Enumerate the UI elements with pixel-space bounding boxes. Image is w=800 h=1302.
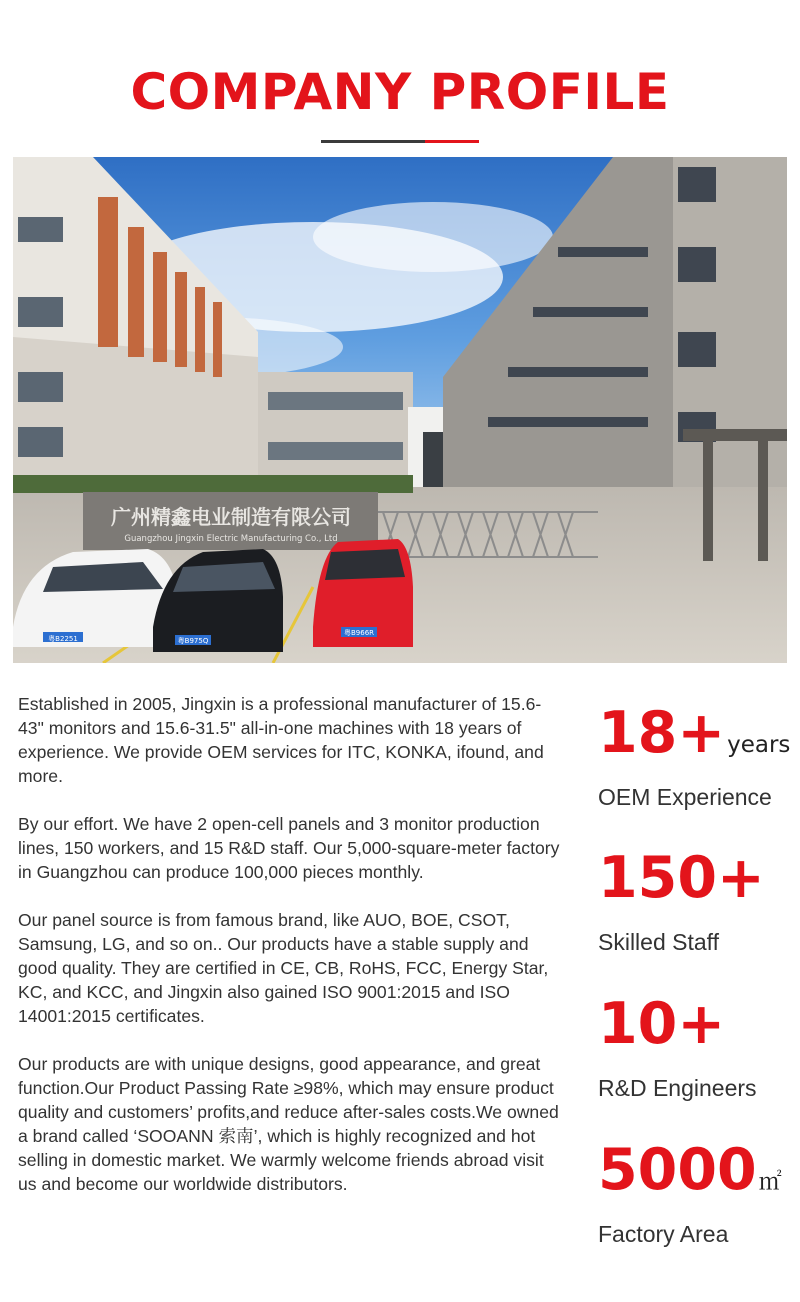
company-description: [18, 692, 563, 1220]
stat-unit: years: [727, 732, 791, 758]
factory-photo: [13, 157, 787, 663]
svg-text:粤B2251: 粤B2251: [48, 635, 78, 643]
stat-label: OEM Experience: [598, 784, 772, 810]
stat-years: [598, 700, 798, 812]
divider-dark-segment: [321, 140, 425, 143]
stat-factory-area: [598, 1137, 798, 1249]
paragraph-quality: Our panel source is from famous brand, like AUO, BOE, CSOT, Samsung, LG, and so on.. Our products have a stable supply and good quality. They are certified in CE, CB, RoHS, FCC, Energy Star, KC, and KCC, and Jingxin also gained ISO 9001:2015 and ISO 14001:2015 certificates.: [18, 910, 549, 1026]
stat-label: Skilled Staff: [598, 929, 720, 955]
paragraph-history: Established in 2005, Jingxin is a professional manufacturer of 15.6-43" monitors and 15.6-31.5" all-in-one machines with 18 years of experience. We provide OEM services for ITC, KONKA, ifound, and more.: [18, 694, 544, 786]
svg-text:粤B975Q: 粤B975Q: [177, 637, 209, 645]
stat-value: 5000㎡: [598, 1137, 782, 1203]
factory-illustration: [13, 157, 787, 663]
middle-building: [258, 372, 413, 487]
divider-red-segment: [425, 140, 479, 143]
stat-value: 18+years: [598, 700, 791, 766]
paragraph-capacity: By our effort. We have 2 open-cell panels and 3 monitor production lines, 150 workers, and 15 R&D staff. Our 5,000-square-meter factory in Guangzhou can produce 100,000 pieces monthly.: [18, 814, 560, 882]
cloud: [313, 202, 553, 272]
stat-label: R&D Engineers: [598, 1075, 757, 1101]
stat-unit: ㎡: [758, 1169, 782, 1195]
company-sign-en: Guangzhou Jingxin Electric Manufacturing Co., Ltd: [124, 534, 338, 544]
page-title: COMPANY PROFILE: [130, 63, 670, 121]
svg-text:粤B966R: 粤B966R: [343, 629, 375, 637]
hedge: [13, 475, 413, 493]
company-sign-cn: 广州精鑫电业制造有限公司: [111, 505, 351, 529]
paragraph-brand: Our products are with unique designs, good appearance, and great function.Our Product Passing Rate ≥98%, which may ensure product quality and customers’ profits,and reduce after-sales costs.We owned a brand called ‘SOOANN 索南’, which is highly recognized and hot selling in domestic market. We warmly welcome friends abroad visit us and become our worldwide distributors.: [18, 1054, 559, 1194]
stat-value: 150+: [598, 845, 765, 911]
stat-label: Factory Area: [598, 1221, 729, 1247]
stat-staff: [598, 845, 798, 957]
stat-value: 10+: [598, 991, 726, 1057]
red-car: [313, 539, 413, 647]
title-divider: [321, 140, 479, 143]
stat-engineers: [598, 991, 798, 1103]
